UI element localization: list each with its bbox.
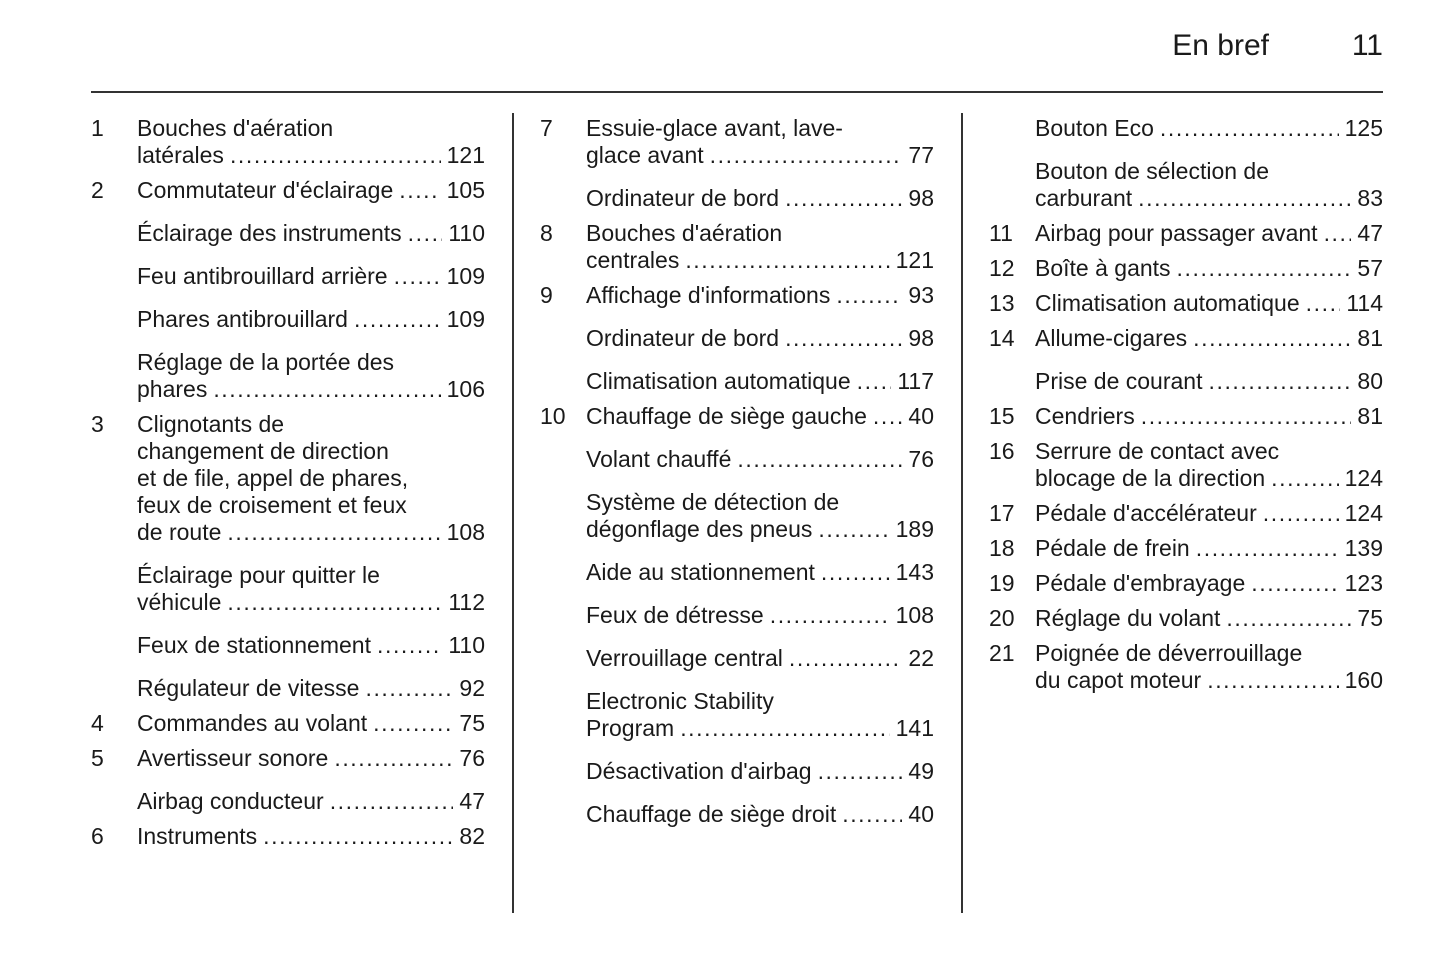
index-entry bbox=[989, 605, 1383, 632]
entry-label: Phares antibrouillard bbox=[137, 306, 348, 332]
entry-text-line: Serrure de contact avec bbox=[1035, 438, 1280, 464]
entry-leader-line bbox=[1035, 325, 1383, 352]
entry-text-line: et de file, appel de phares, bbox=[137, 465, 409, 491]
dot-leader bbox=[1160, 115, 1339, 142]
entry-leader-line bbox=[586, 185, 934, 212]
item-number: 5 bbox=[91, 745, 104, 771]
index-entry bbox=[540, 559, 934, 586]
page-reference: 80 bbox=[1357, 368, 1383, 394]
entry-leader-line bbox=[137, 823, 485, 850]
column-divider bbox=[961, 113, 963, 913]
entry-leader-line bbox=[137, 632, 485, 659]
entry-leader-line bbox=[137, 306, 485, 333]
index-entry bbox=[91, 710, 485, 737]
entry-label: Feux de stationnement bbox=[137, 632, 371, 658]
entry-label: Airbag pour passager avant bbox=[1035, 220, 1318, 246]
index-entry bbox=[540, 220, 934, 274]
index-entry bbox=[540, 185, 934, 212]
index-entry bbox=[540, 403, 934, 430]
entry-label: Aide au stationnement bbox=[586, 559, 815, 585]
dot-leader bbox=[1141, 403, 1352, 430]
dot-leader bbox=[873, 403, 902, 430]
item-number: 11 bbox=[989, 220, 1013, 246]
page-reference: 75 bbox=[459, 710, 485, 736]
dot-leader bbox=[227, 519, 440, 546]
entry-leader-line bbox=[586, 446, 934, 473]
dot-leader bbox=[227, 589, 442, 616]
page-reference: 106 bbox=[446, 376, 485, 402]
dot-leader bbox=[1207, 667, 1338, 694]
page-reference: 108 bbox=[895, 602, 934, 628]
entry-label: Verrouillage central bbox=[586, 645, 783, 671]
page-number: 11 bbox=[1351, 29, 1383, 62]
entry-label: Program bbox=[586, 715, 675, 741]
page-reference: 121 bbox=[446, 142, 485, 168]
entry-label: Pédale d'accélérateur bbox=[1035, 500, 1257, 526]
entry-label: véhicule bbox=[137, 589, 222, 615]
dot-leader bbox=[1251, 570, 1338, 597]
entry-leader-line bbox=[1035, 500, 1383, 527]
entry-label: carburant bbox=[1035, 185, 1133, 211]
entry-label: Commutateur d'éclairage bbox=[137, 177, 394, 203]
section-title: En bref bbox=[1172, 29, 1269, 62]
index-column-3 bbox=[989, 115, 1383, 694]
item-number: 12 bbox=[989, 255, 1015, 281]
dot-leader bbox=[1208, 368, 1351, 395]
index-entry bbox=[540, 758, 934, 785]
page-reference: 124 bbox=[1344, 500, 1383, 526]
dot-leader bbox=[857, 368, 892, 395]
index-entry bbox=[989, 535, 1383, 562]
page-reference: 139 bbox=[1344, 535, 1383, 561]
page-reference: 105 bbox=[446, 177, 485, 203]
dot-leader bbox=[842, 801, 902, 828]
item-number: 2 bbox=[91, 177, 104, 203]
dot-leader bbox=[408, 220, 443, 247]
index-entry bbox=[540, 446, 934, 473]
dot-leader bbox=[710, 142, 903, 169]
page-reference: 112 bbox=[448, 589, 485, 615]
entry-leader-line bbox=[137, 142, 485, 169]
entry-text-line: Electronic Stability bbox=[586, 688, 774, 714]
entry-leader-line bbox=[586, 645, 934, 672]
dot-leader bbox=[1138, 185, 1351, 212]
page-reference: 47 bbox=[459, 788, 485, 814]
dot-leader bbox=[680, 715, 889, 742]
entry-label: Cendriers bbox=[1035, 403, 1135, 429]
entry-label: Réglage du volant bbox=[1035, 605, 1221, 631]
dot-leader bbox=[213, 376, 440, 403]
entry-leader-line bbox=[137, 589, 485, 616]
page-reference: 40 bbox=[908, 403, 934, 429]
entry-leader-line bbox=[1035, 465, 1383, 492]
index-entry bbox=[540, 325, 934, 352]
page-reference: 98 bbox=[908, 325, 934, 351]
entry-leader-line bbox=[1035, 403, 1383, 430]
entry-leader-line bbox=[137, 788, 485, 815]
entry-label: centrales bbox=[586, 247, 680, 273]
entry-leader-line bbox=[137, 263, 485, 290]
dot-leader bbox=[230, 142, 441, 169]
item-number: 16 bbox=[989, 438, 1015, 464]
dot-leader bbox=[373, 710, 453, 737]
entry-text-line: Bouton de sélection de bbox=[1035, 158, 1270, 184]
entry-leader-line bbox=[586, 247, 934, 274]
item-number: 20 bbox=[989, 605, 1015, 631]
item-number: 15 bbox=[989, 403, 1015, 429]
entry-leader-line bbox=[137, 675, 485, 702]
page-reference: 123 bbox=[1344, 570, 1383, 596]
dot-leader bbox=[785, 325, 902, 352]
entry-label: Pédale de frein bbox=[1035, 535, 1190, 561]
entry-text-line: Bouches d'aération bbox=[586, 220, 783, 246]
page-reference: 82 bbox=[459, 823, 485, 849]
page-reference: 125 bbox=[1344, 115, 1383, 141]
item-number: 21 bbox=[989, 640, 1015, 666]
entry-leader-line bbox=[586, 368, 934, 395]
dot-leader bbox=[685, 247, 889, 274]
item-number: 7 bbox=[540, 115, 553, 141]
entry-label: Prise de courant bbox=[1035, 368, 1203, 394]
entry-label: glace avant bbox=[586, 142, 704, 168]
entry-leader-line bbox=[586, 559, 934, 586]
page-reference: 110 bbox=[448, 220, 485, 246]
index-entry bbox=[540, 489, 934, 543]
page-reference: 143 bbox=[895, 559, 934, 585]
entry-leader-line bbox=[586, 758, 934, 785]
entry-label: Climatisation automatique bbox=[586, 368, 851, 394]
dot-leader bbox=[1226, 605, 1351, 632]
dot-leader bbox=[1196, 535, 1339, 562]
index-entry bbox=[989, 500, 1383, 527]
index-entry bbox=[989, 115, 1383, 142]
dot-leader bbox=[334, 745, 453, 772]
index-entry bbox=[989, 368, 1383, 395]
entry-leader-line bbox=[1035, 255, 1383, 282]
entry-leader-line bbox=[1035, 185, 1383, 212]
item-number: 14 bbox=[989, 325, 1015, 351]
page-reference: 81 bbox=[1357, 325, 1383, 351]
index-entry bbox=[540, 645, 934, 672]
dot-leader bbox=[1177, 255, 1352, 282]
index-entry bbox=[540, 602, 934, 629]
entry-leader-line bbox=[586, 325, 934, 352]
page-reference: 76 bbox=[908, 446, 934, 472]
entry-leader-line bbox=[1035, 667, 1383, 694]
entry-leader-line bbox=[586, 602, 934, 629]
index-entry bbox=[91, 675, 485, 702]
index-entry bbox=[91, 788, 485, 815]
entry-leader-line bbox=[1035, 368, 1383, 395]
dot-leader bbox=[1193, 325, 1351, 352]
dot-leader bbox=[1263, 500, 1339, 527]
entry-text-line: changement de direction bbox=[137, 438, 389, 464]
dot-leader bbox=[1306, 290, 1341, 317]
page-reference: 47 bbox=[1357, 220, 1383, 246]
entry-leader-line bbox=[137, 177, 485, 204]
entry-label: de route bbox=[137, 519, 222, 545]
page-reference: 117 bbox=[897, 368, 934, 394]
item-number: 17 bbox=[989, 500, 1015, 526]
entry-label: Volant chauffé bbox=[586, 446, 732, 472]
dot-leader bbox=[785, 185, 902, 212]
index-entry bbox=[91, 823, 485, 850]
dot-leader bbox=[818, 758, 903, 785]
dot-leader bbox=[821, 559, 890, 586]
index-entry bbox=[989, 640, 1383, 694]
entry-text-line: Réglage de la portée des bbox=[137, 349, 395, 375]
page-reference: 83 bbox=[1357, 185, 1383, 211]
entry-label: Éclairage des instruments bbox=[137, 220, 402, 246]
entry-label: blocage de la direction bbox=[1035, 465, 1266, 491]
dot-leader bbox=[399, 177, 440, 204]
entry-label: du capot moteur bbox=[1035, 667, 1202, 693]
index-entry bbox=[91, 115, 485, 169]
page-reference: 124 bbox=[1344, 465, 1383, 491]
entry-leader-line bbox=[586, 801, 934, 828]
header-rule bbox=[91, 91, 1383, 93]
dot-leader bbox=[365, 675, 453, 702]
entry-leader-line bbox=[1035, 605, 1383, 632]
index-entry bbox=[91, 562, 485, 616]
page-reference: 76 bbox=[459, 745, 485, 771]
page-reference: 109 bbox=[446, 263, 485, 289]
index-column-1 bbox=[91, 115, 485, 850]
index-entry bbox=[540, 368, 934, 395]
index-entry bbox=[540, 801, 934, 828]
entry-leader-line bbox=[1035, 570, 1383, 597]
index-entry bbox=[989, 290, 1383, 317]
entry-label: Pédale d'embrayage bbox=[1035, 570, 1246, 596]
entry-leader-line bbox=[1035, 220, 1383, 247]
page-reference: 189 bbox=[895, 516, 934, 542]
entry-label: Régulateur de vitesse bbox=[137, 675, 360, 701]
item-number: 13 bbox=[989, 290, 1015, 316]
entry-label: Désactivation d'airbag bbox=[586, 758, 812, 784]
index-entry bbox=[989, 438, 1383, 492]
dot-leader bbox=[836, 282, 902, 309]
page-reference: 160 bbox=[1344, 667, 1383, 693]
index-entry bbox=[540, 115, 934, 169]
entry-label: Affichage d'informations bbox=[586, 282, 831, 308]
item-number: 19 bbox=[989, 570, 1015, 596]
entry-text-line: Système de détection de bbox=[586, 489, 840, 515]
entry-label: latérales bbox=[137, 142, 224, 168]
index-column-2 bbox=[540, 115, 934, 828]
entry-label: Feu antibrouillard arrière bbox=[137, 263, 388, 289]
entry-label: Commandes au volant bbox=[137, 710, 368, 736]
dot-leader bbox=[1324, 220, 1352, 247]
index-entry bbox=[989, 255, 1383, 282]
page-reference: 57 bbox=[1357, 255, 1383, 281]
page-reference: 81 bbox=[1357, 403, 1383, 429]
index-entry bbox=[91, 349, 485, 403]
entry-leader-line bbox=[586, 403, 934, 430]
index-entry bbox=[91, 177, 485, 204]
page-reference: 108 bbox=[446, 519, 485, 545]
dot-leader bbox=[354, 306, 441, 333]
index-entry bbox=[989, 158, 1383, 212]
page-reference: 98 bbox=[908, 185, 934, 211]
entry-leader-line bbox=[586, 516, 934, 543]
entry-leader-line bbox=[137, 745, 485, 772]
page-reference: 141 bbox=[895, 715, 934, 741]
entry-text-line: Clignotants de bbox=[137, 411, 285, 437]
entry-label: Ordinateur de bord bbox=[586, 185, 780, 211]
page-reference: 49 bbox=[908, 758, 934, 784]
page-reference: 110 bbox=[448, 632, 485, 658]
item-number: 10 bbox=[540, 403, 566, 429]
entry-leader-line bbox=[137, 519, 485, 546]
page-reference: 114 bbox=[1346, 290, 1383, 316]
page-reference: 75 bbox=[1357, 605, 1383, 631]
item-number: 8 bbox=[540, 220, 553, 246]
dot-leader bbox=[394, 263, 441, 290]
item-number: 18 bbox=[989, 535, 1015, 561]
index-entry bbox=[540, 688, 934, 742]
entry-label: Ordinateur de bord bbox=[586, 325, 780, 351]
page-reference: 92 bbox=[459, 675, 485, 701]
index-entry bbox=[91, 263, 485, 290]
dot-leader bbox=[330, 788, 454, 815]
dot-leader bbox=[737, 446, 902, 473]
index-entry bbox=[989, 570, 1383, 597]
entry-text-line: Poignée de déverrouillage bbox=[1035, 640, 1303, 666]
index-entry bbox=[91, 745, 485, 772]
entry-leader-line bbox=[586, 142, 934, 169]
entry-leader-line bbox=[586, 282, 934, 309]
index-entry bbox=[91, 306, 485, 333]
entry-label: Boîte à gants bbox=[1035, 255, 1171, 281]
entry-leader-line bbox=[137, 220, 485, 247]
entry-label: Climatisation automatique bbox=[1035, 290, 1300, 316]
entry-leader-line bbox=[1035, 535, 1383, 562]
entry-label: Avertisseur sonore bbox=[137, 745, 329, 771]
entry-label: Allume-cigares bbox=[1035, 325, 1188, 351]
index-entry bbox=[989, 325, 1383, 352]
entry-label: Instruments bbox=[137, 823, 258, 849]
item-number: 3 bbox=[91, 411, 104, 437]
entry-leader-line bbox=[137, 376, 485, 403]
page-reference: 121 bbox=[895, 247, 934, 273]
index-entry bbox=[540, 282, 934, 309]
entry-label: Chauffage de siège gauche bbox=[586, 403, 867, 429]
item-number: 6 bbox=[91, 823, 104, 849]
entry-label: Chauffage de siège droit bbox=[586, 801, 837, 827]
column-divider bbox=[512, 113, 514, 913]
entry-label: Bouton Eco bbox=[1035, 115, 1154, 141]
dot-leader bbox=[770, 602, 890, 629]
entry-leader-line bbox=[137, 710, 485, 737]
page-reference: 93 bbox=[908, 282, 934, 308]
entry-text-line: Éclairage pour quitter le bbox=[137, 562, 380, 588]
entry-leader-line bbox=[1035, 115, 1383, 142]
entry-text-line: Bouches d'aération bbox=[137, 115, 334, 141]
item-number: 4 bbox=[91, 710, 104, 736]
dot-leader bbox=[377, 632, 442, 659]
page-reference: 77 bbox=[908, 142, 934, 168]
index-entry bbox=[91, 632, 485, 659]
dot-leader bbox=[789, 645, 903, 672]
dot-leader bbox=[818, 516, 889, 543]
item-number: 1 bbox=[91, 115, 104, 141]
entry-label: Airbag conducteur bbox=[137, 788, 324, 814]
entry-text-line: Essuie-glace avant, lave- bbox=[586, 115, 843, 141]
entry-leader-line bbox=[586, 715, 934, 742]
index-entry bbox=[91, 411, 485, 546]
entry-label: phares bbox=[137, 376, 208, 402]
page-reference: 109 bbox=[446, 306, 485, 332]
item-number: 9 bbox=[540, 282, 553, 308]
entry-label: Feux de détresse bbox=[586, 602, 764, 628]
index-entry bbox=[91, 220, 485, 247]
entry-label: dégonflage des pneus bbox=[586, 516, 813, 542]
entry-leader-line bbox=[1035, 290, 1383, 317]
dot-leader bbox=[263, 823, 453, 850]
index-entry bbox=[989, 220, 1383, 247]
entry-text-line: feux de croisement et feux bbox=[137, 492, 407, 518]
dot-leader bbox=[1271, 465, 1338, 492]
index-entry bbox=[989, 403, 1383, 430]
page-reference: 40 bbox=[908, 801, 934, 827]
page-reference: 22 bbox=[908, 645, 934, 671]
